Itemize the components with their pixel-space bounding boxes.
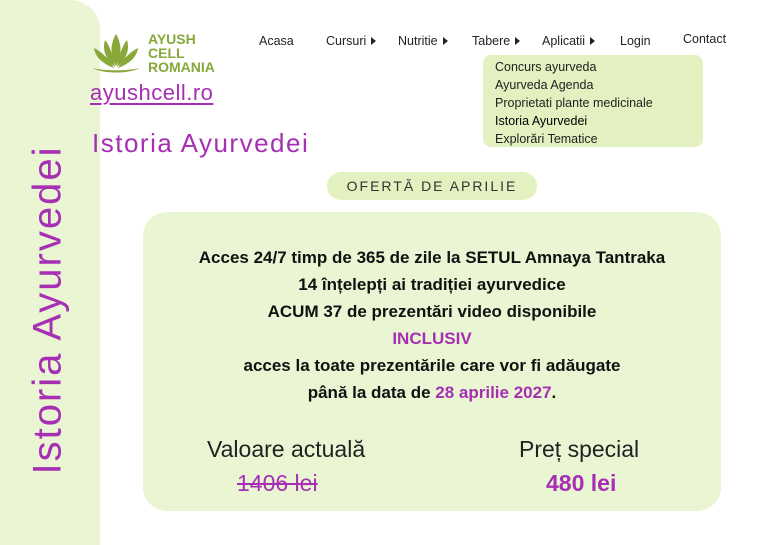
offer-line-videos: ACUM 37 de prezentări video disponibile [267,302,597,321]
aplicatii-dropdown-menu [483,55,703,147]
deadline-prefix: până la data de [307,383,436,402]
dropdown-item-plante[interactable]: Proprietati plante medicinale [495,96,653,110]
nav-item-nutritie[interactable] [398,34,448,48]
nav-item-aplicatii[interactable] [542,34,595,48]
side-panel [0,0,100,545]
caret-right-icon [515,37,520,45]
nav-item-label: Contact [683,32,727,46]
caret-right-icon [371,37,376,45]
offer-card [143,212,721,511]
nav-item-cursuri[interactable] [326,34,376,48]
side-title: Istoria Ayurvedei [25,145,70,475]
offer-line-future: acces la toate prezentările care vor fi adăugate [243,356,621,375]
deadline-suffix: . [551,383,557,402]
dropdown-item-istoria[interactable]: Istoria Ayurvedei [495,114,588,128]
nav-item-login[interactable] [620,34,651,48]
deadline-date: 28 aprilie 2027 [435,383,552,402]
nav-item-label: Cursuri [326,34,367,48]
offer-line-sages: 14 înțelepți ai tradiției ayurvedice [298,275,566,294]
nav-item-label: Login [620,34,651,48]
dropdown-item-concurs[interactable]: Concurs ayurveda [495,60,597,74]
offer-badge: OFERTĂ DE APRILIE [327,172,537,200]
nav-item-tabere[interactable] [472,34,520,48]
caret-right-icon [443,37,448,45]
nav-item-label: Nutritie [398,34,438,48]
nav-item-acasa[interactable] [259,34,294,48]
page-title: Istoria Ayurvedei [92,128,310,158]
special-price-value: 480 lei [546,470,617,496]
offer-line-access: Acces 24/7 timp de 365 de zile la SETUL Amnaya Tantraka [198,248,666,267]
dropdown-item-agenda[interactable]: Ayurveda Agenda [495,78,594,92]
special-price-label: Preț special [519,436,640,462]
logo[interactable] [88,30,238,78]
nav-item-contact[interactable] [683,32,726,46]
lotus-icon [88,32,144,76]
nav-item-label: Acasa [259,34,294,48]
offer-line-included: INCLUSIV [392,329,472,348]
dropdown-item-explorari[interactable]: Explorări Tematice [495,132,598,146]
current-value-price: 1406 lei [237,470,318,496]
logo-text: AYUSH CELL ROMANIA [148,31,215,75]
caret-right-icon [590,37,595,45]
nav-item-label: Aplicatii [542,34,586,48]
nav-item-label: Tabere [472,34,511,48]
offer-line-deadline [143,383,721,403]
site-url-link[interactable]: ayushcell.ro [90,80,214,105]
current-value-label: Valoare actuală [207,436,366,462]
